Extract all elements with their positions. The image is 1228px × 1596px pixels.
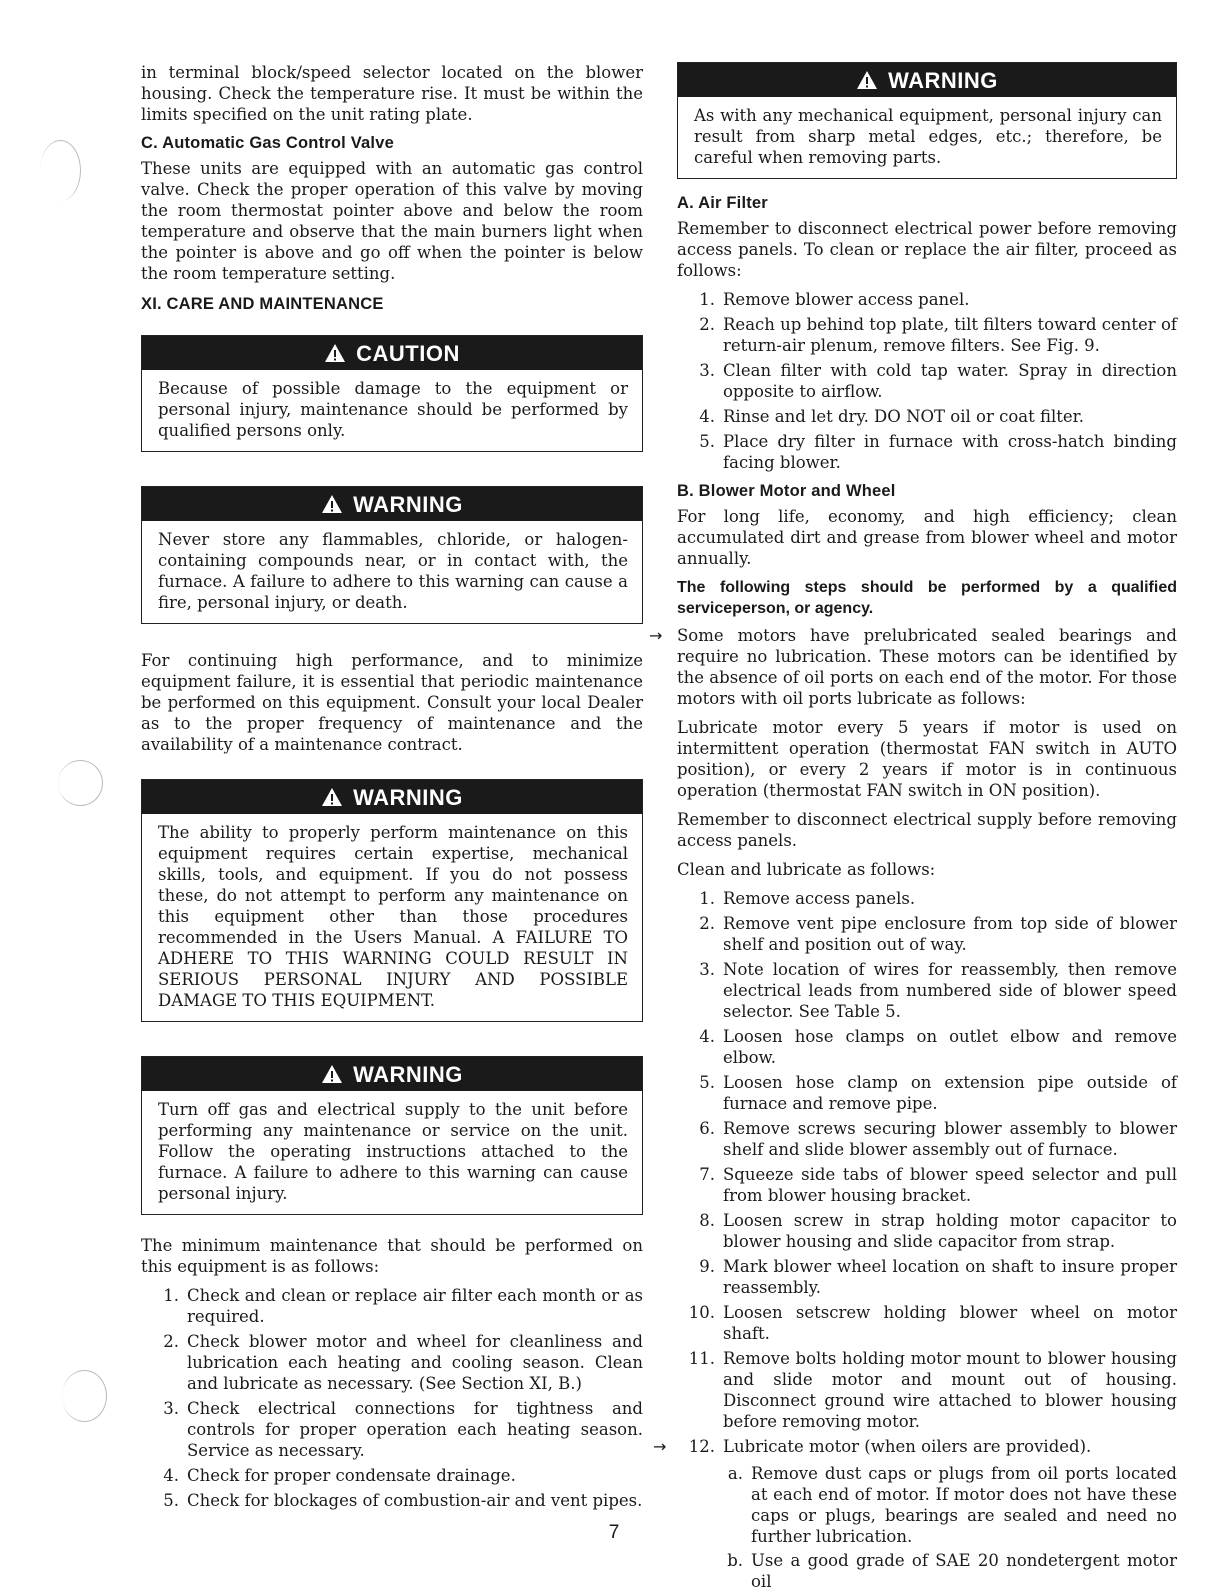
warning-header [142, 487, 642, 521]
section-c-text: These units are equipped with an automatic gas control valve. Check the proper operation of this valve by moving the room thermostat pointer above and below the room temperature and observe that the main burners light when the pointer is above and go off when the pointer is below the room temperature setting. [141, 159, 643, 283]
page-number: 7 [608, 1522, 620, 1543]
section-a-text: Remember to disconnect electrical power before removing access panels. To clean or replace the air filter, proceed as follows: [677, 219, 1177, 280]
scan-mark [40, 140, 81, 201]
caution-title: CAUTION [356, 340, 460, 366]
list-item: 6. Remove screws securing blower assembly to blower shelf and slide blower assembly out of furnace. [699, 1119, 1177, 1159]
clean-lubricate-intro: Clean and lubricate as follows: [677, 860, 936, 879]
warning-triangle-icon [856, 70, 878, 90]
list-item: 5. Place dry filter in furnace with cross-hatch binding facing blower. [699, 432, 1177, 472]
revision-arrow: → [649, 626, 663, 645]
warning-triangle-icon [321, 787, 343, 807]
section-a-heading: A. Air Filter [677, 194, 768, 212]
list-item: 1. Remove access panels. [699, 889, 916, 908]
list-item: 4. Rinse and let dry. DO NOT oil or coat filter. [699, 407, 1084, 426]
list-item: 3. Note location of wires for reassembly, then remove electrical leads from numbered side of blower speed selector. See Table 5. [699, 960, 1177, 1021]
section-b-heading: B. Blower Motor and Wheel [677, 482, 896, 500]
min-maintenance-list [141, 1285, 643, 1511]
list-item: 3. Check electrical connections for tightness and controls for proper operation each heating season. Service as necessary. [163, 1399, 643, 1460]
prelubricated-paragraph: Some motors have prelubricated sealed bearings and require no lubrication. These motors can be identified by the absence of oil ports on each end of the motor. For those motors with oil ports lubricate as follows: [677, 626, 1177, 708]
warning-text: As with any mechanical equipment, personal injury can result from sharp metal edges, etc.; therefore, be careful when removing parts. [694, 106, 1162, 167]
list-item: 11. Remove bolts holding motor mount to blower housing and slide motor and mount out of housing. Disconnect ground wire attached to blower housing before removing motor. [688, 1349, 1177, 1431]
warning-box-sharp-edges [677, 62, 1177, 179]
warning-box-expertise [141, 779, 643, 1022]
caution-header [142, 336, 642, 370]
list-item: 2. Remove vent pipe enclosure from top side of blower shelf and position out of way. [699, 914, 1177, 954]
min-maintenance-intro: The minimum maintenance that should be performed on this equipment is as follows: [141, 1236, 643, 1276]
section-c-heading: C. Automatic Gas Control Valve [141, 134, 394, 152]
list-item: 9. Mark blower wheel location on shaft to insure proper reassembly. [699, 1257, 1177, 1297]
list-item: 8. Loosen screw in strap holding motor capacitor to blower housing and slide capacitor from strap. [699, 1211, 1177, 1251]
list-item: 4. Check for proper condensate drainage. [163, 1466, 516, 1485]
list-item: → 12. Lubricate motor (when oilers are provided). [653, 1437, 1092, 1456]
list-item: 1. Check and clean or replace air filter each month or as required. [163, 1286, 643, 1326]
blower-steps [653, 888, 1177, 1457]
air-filter-steps [677, 289, 1177, 473]
caution-box [141, 335, 643, 452]
warning-box-gas [141, 1056, 643, 1215]
list-item: 10. Loosen setscrew holding blower wheel on motor shaft. [688, 1303, 1177, 1343]
scan-mark [62, 1370, 107, 1422]
warning-text: Never store any flammables, chloride, or halogen-containing compounds near, or in contact with, the furnace. A failure to adhere to this warning can cause a fire, personal injury, or death. [158, 530, 628, 612]
continuing-paragraph: For continuing high performance, and to minimize equipment failure, it is essential that periodic maintenance be performed on this equipment. Consult your local Dealer as to the proper frequency of maintenance and the availability of a maintenance contract. [141, 651, 643, 754]
warning-title: WARNING [888, 67, 998, 93]
list-item: 3. Clean filter with cold tap water. Spray in direction opposite to airflow. [699, 361, 1177, 401]
list-item: 5. Check for blockages of combustion-air and vent pipes. [163, 1491, 643, 1510]
warning-triangle-icon [324, 343, 346, 363]
section-xi-heading: XI. CARE AND MAINTENANCE [141, 295, 384, 313]
warning-triangle-icon [321, 494, 343, 514]
warning-text: Turn off gas and electrical supply to the unit before performing any maintenance or service on the unit. Follow the operating instructions attached to the furnace. A failure to adhere to this warning can cause personal injury. [158, 1100, 628, 1203]
list-item: 2. Check blower motor and wheel for cleanliness and lubrication each heating and cooling season. Clean and lubricate as necessary. (See Section XI, B.) [163, 1332, 643, 1393]
warning-header [142, 780, 642, 814]
list-item: 4. Loosen hose clamps on outlet elbow and remove elbow. [699, 1027, 1177, 1067]
disconnect-paragraph: Remember to disconnect electrical supply before removing access panels. [677, 810, 1177, 850]
warning-header [142, 1057, 642, 1091]
section-b-text: For long life, economy, and high efficiency; clean accumulated dirt and grease from blower wheel and motor annually. [677, 507, 1177, 568]
list-item: 1. Remove blower access panel. [699, 290, 970, 309]
list-item: 5. Loosen hose clamp on extension pipe outside of furnace and remove pipe. [699, 1073, 1177, 1113]
right-column [649, 62, 1177, 1596]
lubricate-interval-paragraph: Lubricate motor every 5 years if motor is used on intermittent operation (thermostat FAN switch in AUTO position), or every 2 years if motor is in continuous operation (thermostat FAN switch in ON position). [677, 718, 1177, 800]
warning-triangle-icon [321, 1064, 343, 1084]
revision-arrow: → [653, 1437, 667, 1456]
list-item: b. Use a good grade of SAE 20 nondetergent motor oil [727, 1551, 1177, 1591]
list-item: 2. Reach up behind top plate, tilt filters toward center of return-air plenum, remove filters. See Fig. 9. [699, 315, 1177, 355]
warning-box-flammables [141, 486, 643, 624]
caution-text: Because of possible damage to the equipment or personal injury, maintenance should be performed by qualified persons only. [158, 379, 628, 440]
left-column [141, 62, 643, 1517]
list-item: 7. Squeeze side tabs of blower speed selector and pull from blower housing bracket. [699, 1165, 1177, 1205]
scan-mark [58, 760, 103, 806]
warning-header [678, 63, 1176, 97]
warning-title: WARNING [353, 784, 463, 810]
intro-paragraph: in terminal block/speed selector located on the blower housing. Check the temperature rise. It must be within the limits specified on the unit rating plate. [141, 63, 643, 124]
warning-title: WARNING [353, 1061, 463, 1087]
warning-text: The ability to properly perform maintenance on this equipment requires certain expertise, mechanical skills, tools, and equipment. If you do not possess these, do not attempt to perform any maintenance on this equipment other than those procedures recommended in the Users Manual. A FAILURE TO ADHERE TO THIS WARNING COULD RESULT IN SERIOUS PERSONAL INJURY AND POSSIBLE DAMAGE TO THIS EQUIPMENT. [158, 823, 628, 1010]
qualified-notice: The following steps should be performed by a qualified serviceperson, or agency. [677, 579, 1177, 617]
list-item: a. Remove dust caps or plugs from oil ports located at each end of motor. If motor does not have these caps or plugs, bearings are sealed and need no further lubrication. [727, 1464, 1177, 1546]
warning-title: WARNING [353, 491, 463, 517]
